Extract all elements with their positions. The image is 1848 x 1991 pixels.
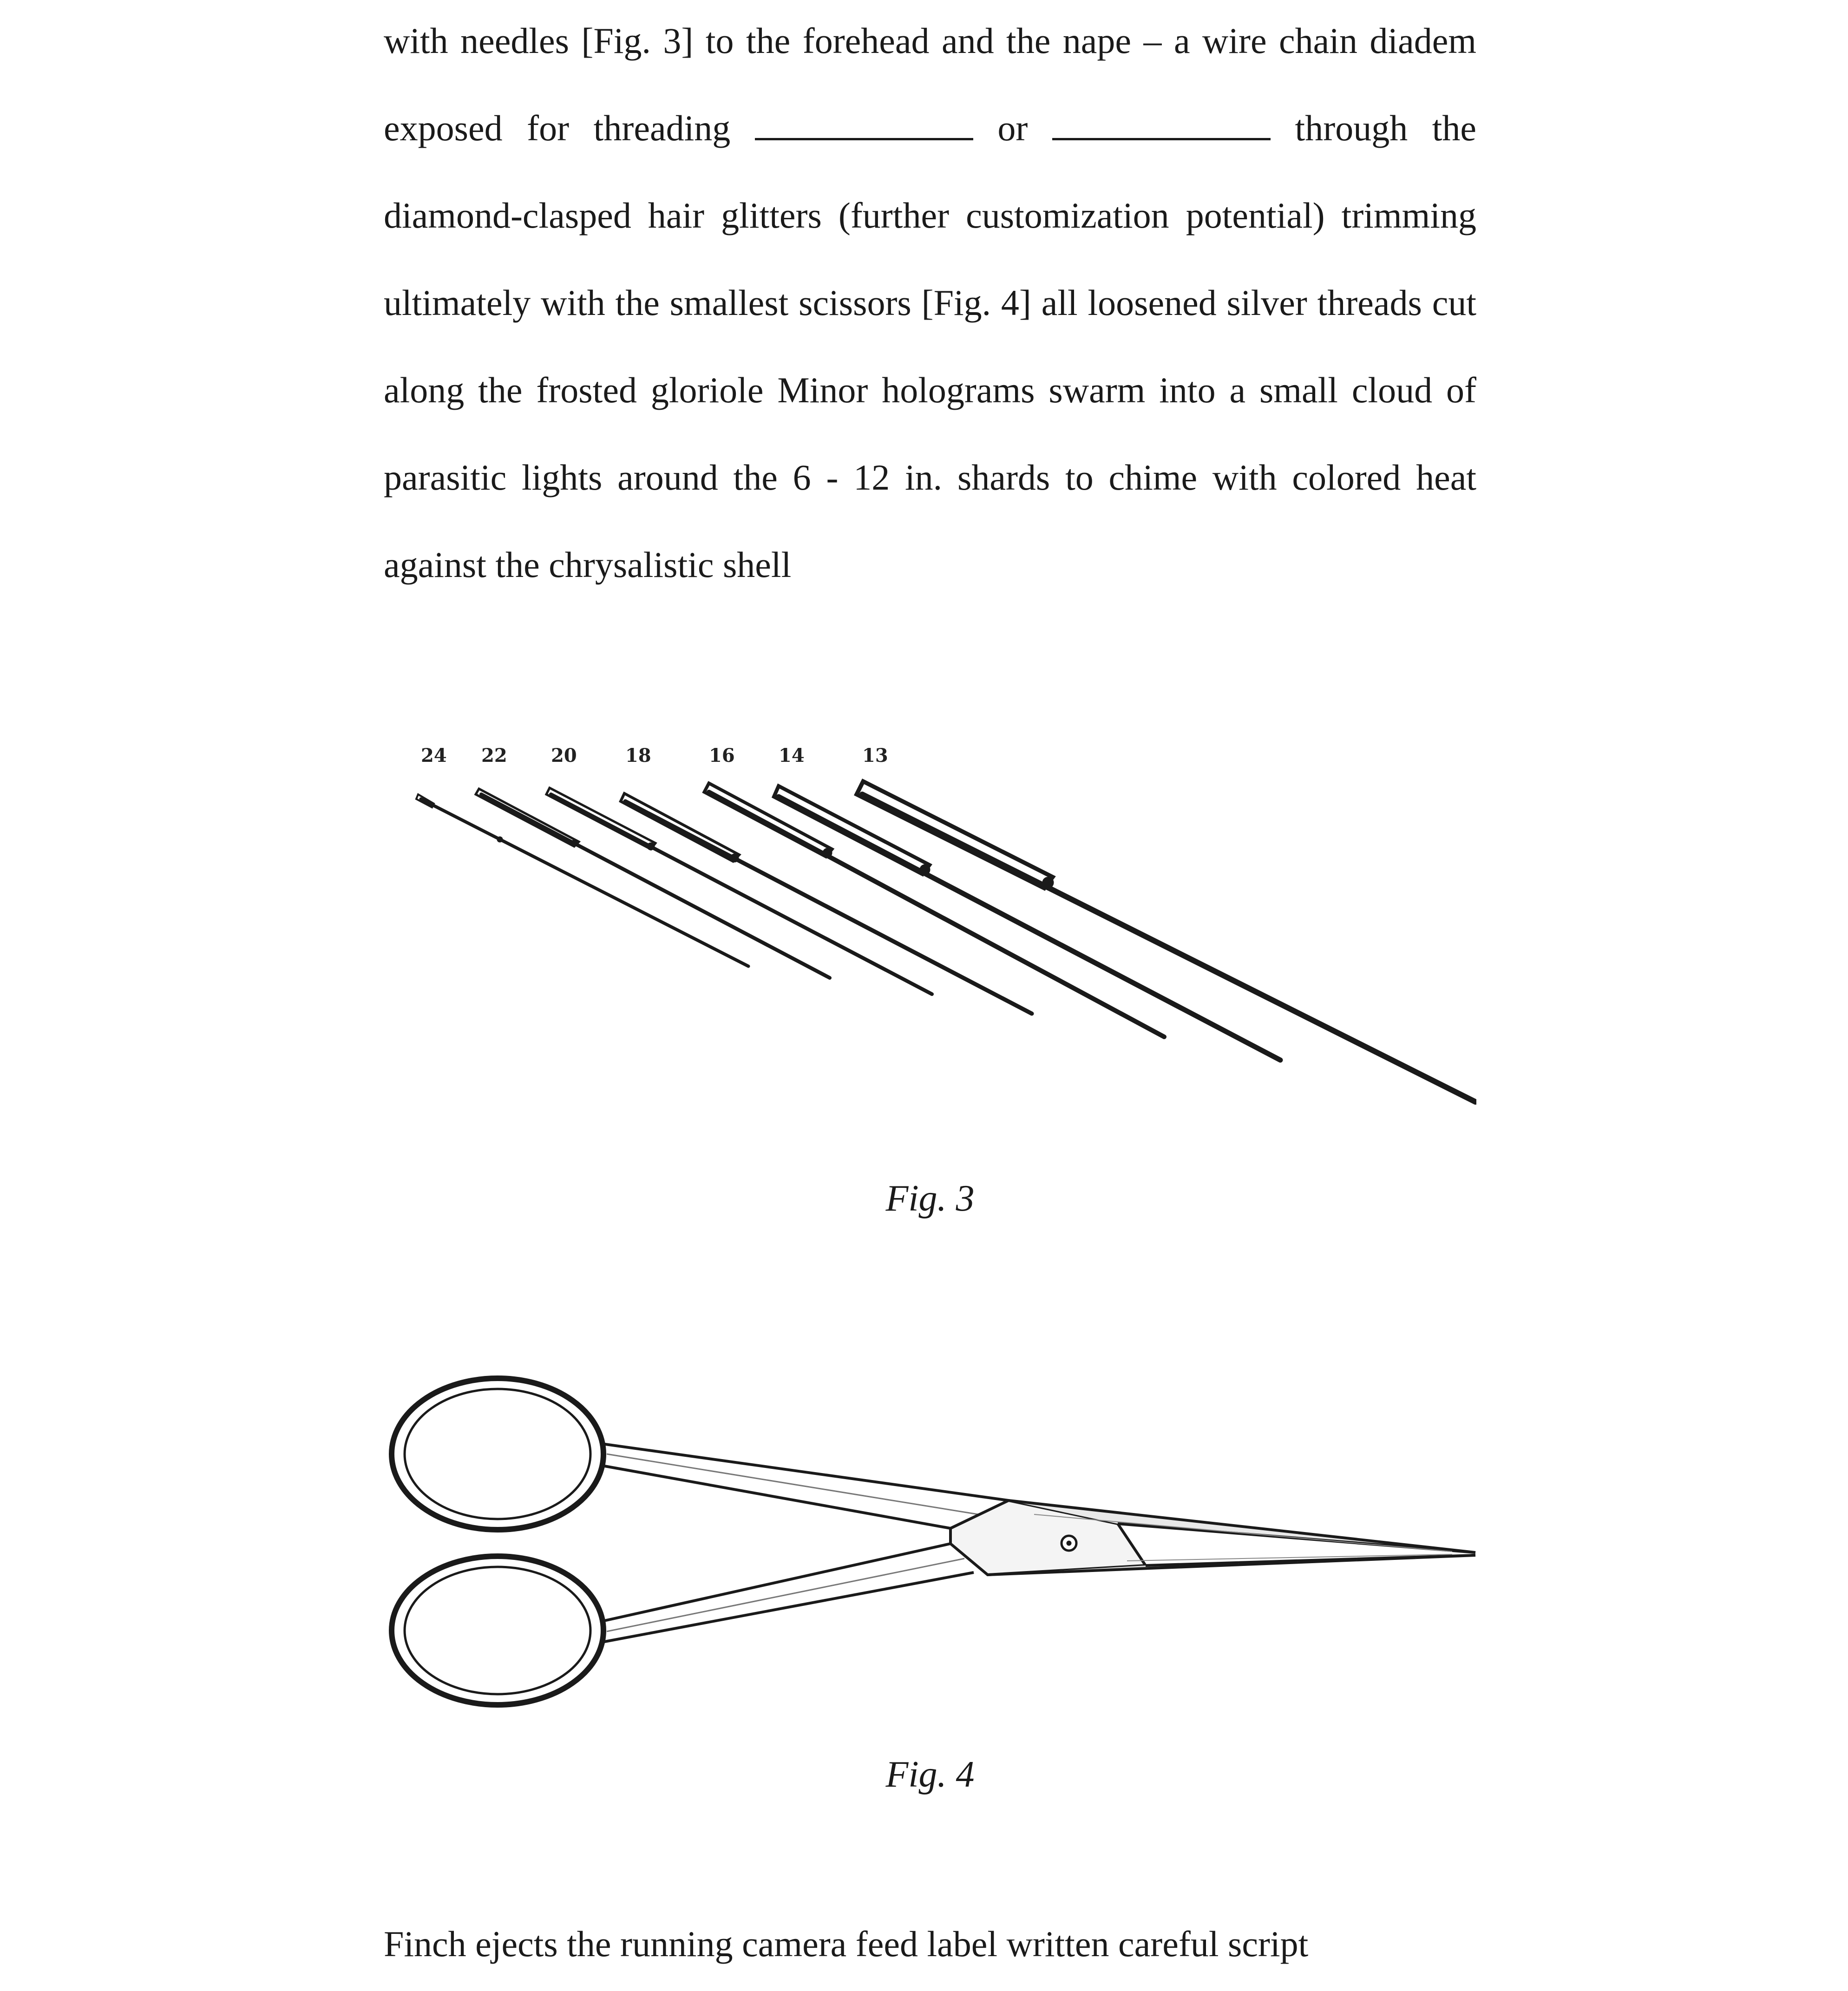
line2-end: through the bbox=[1295, 108, 1477, 148]
closing-line: Finch ejects the running camera feed label written careful script bbox=[384, 1924, 1309, 1964]
needle-size-label: 24 bbox=[421, 745, 447, 766]
needle-size-label: 13 bbox=[862, 745, 888, 766]
text-line-6: parasitic lights around the 6 - 12 in. shards to chime with colored heat bbox=[384, 457, 1476, 498]
needle-size-label: 22 bbox=[481, 745, 507, 766]
fill-in-blank-2[interactable] bbox=[1052, 110, 1271, 140]
needle-size-label: 18 bbox=[625, 745, 651, 766]
needle-size-labels bbox=[421, 745, 888, 766]
text-line-3: diamond-clasped hair glitters (further customization potential) trimming bbox=[384, 195, 1476, 236]
figure-4-caption: Fig. 4 bbox=[885, 1754, 975, 1795]
lower-finger-ring bbox=[392, 1556, 603, 1705]
text-line-2 bbox=[384, 85, 1476, 172]
text-line-1: with needles [Fig. 3] to the forehead and the nape – a wire chain diadem bbox=[384, 20, 1476, 61]
needle-18 bbox=[621, 793, 1032, 1014]
upper-finger-ring bbox=[392, 1378, 603, 1530]
text-line-5: along the frosted gloriole Minor holograms swarm into a small cloud of bbox=[384, 370, 1476, 410]
needle-size-label: 16 bbox=[709, 745, 735, 766]
needle-14 bbox=[774, 786, 1280, 1060]
line2-or: or bbox=[997, 108, 1028, 148]
needle-13 bbox=[857, 781, 1475, 1102]
text-line-4: ultimately with the smallest scissors [Fig. 4] all loosened silver threads cut bbox=[384, 282, 1476, 323]
needle-24 bbox=[416, 794, 748, 966]
fill-in-blank-1[interactable] bbox=[755, 110, 973, 140]
needle-size-label: 14 bbox=[779, 745, 805, 766]
figure-3 bbox=[384, 725, 1476, 1236]
figure-3-caption: Fig. 3 bbox=[885, 1178, 975, 1219]
figure-4 bbox=[384, 1361, 1476, 1830]
needle-size-label: 20 bbox=[551, 745, 577, 766]
body-paragraph bbox=[384, 0, 1476, 609]
line2-start: exposed for threading bbox=[384, 108, 731, 148]
text-line-7: against the chrysalistic shell bbox=[384, 544, 792, 585]
needles-illustration bbox=[384, 725, 1476, 1124]
scissors-illustration bbox=[384, 1361, 1476, 1714]
